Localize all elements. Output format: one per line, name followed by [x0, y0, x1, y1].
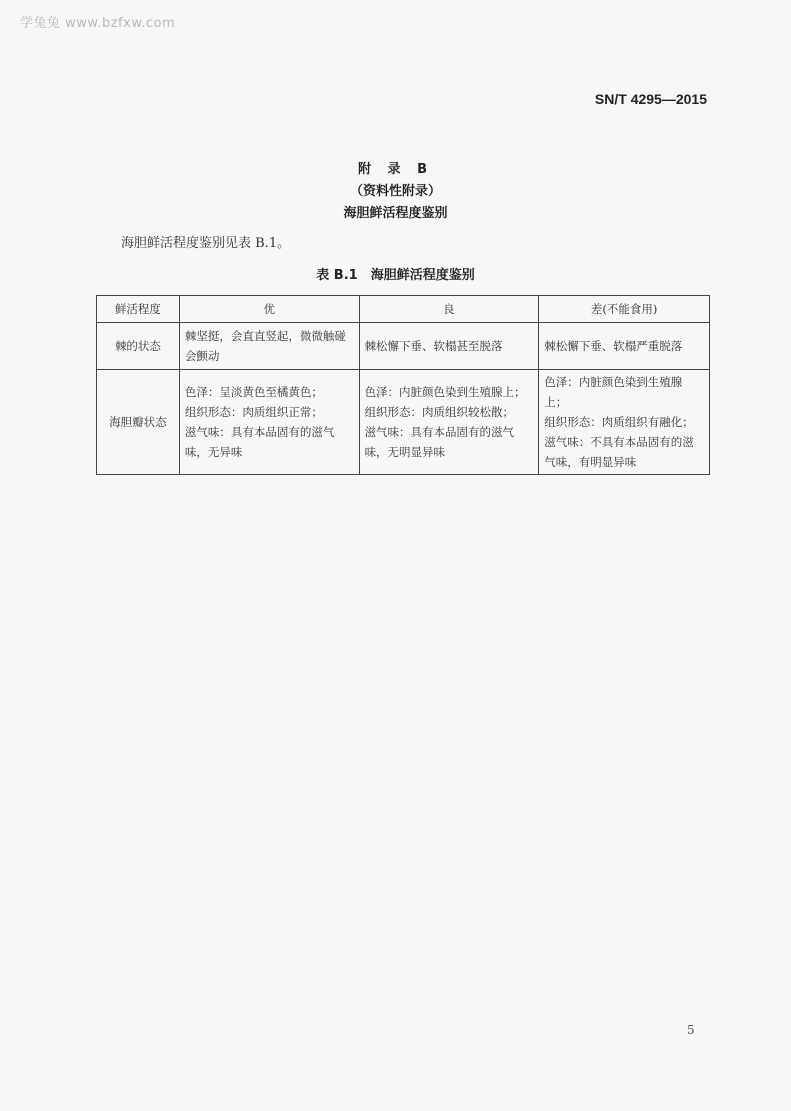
cell-line: 味，无异味 [184, 445, 243, 459]
appendix-title: 附 录 B [358, 162, 433, 177]
cell-line: 色泽：内脏颜色染到生殖腺上； [544, 375, 683, 409]
cell-line: 气味，有明显异味 [544, 455, 637, 469]
header-excellent: 优 [179, 296, 359, 323]
cell-line: 组织形态：肉质组织有融化； [544, 415, 694, 429]
watermark: 学兔兔 www.bzfxw.com [20, 16, 176, 31]
appendix-type: （资料性附录） [349, 184, 441, 199]
table-header-row [97, 296, 710, 323]
cell-line: 棘松懈下垂、软榻甚至脱落 [364, 339, 503, 353]
cell-line: 会颤动 [184, 349, 220, 363]
header-good: 良 [359, 296, 539, 323]
cell-spine-excellent [179, 323, 359, 370]
freshness-table [96, 295, 710, 475]
page-number: 5 [687, 1023, 695, 1037]
standard-code: SN/T 4295—2015 [594, 91, 707, 107]
row-label-gonad: 海胆瓣状态 [97, 370, 180, 475]
cell-gonad-poor [539, 370, 710, 475]
cell-gonad-good [359, 370, 539, 475]
cell-line: 组织形态：肉质组织正常； [184, 405, 323, 419]
cell-spine-poor [539, 323, 710, 370]
intro-paragraph: 海胆鲜活程度鉴别见表 B.1。 [121, 236, 291, 251]
cell-line: 色泽：呈淡黄色至橘黄色； [184, 385, 323, 399]
cell-spine-good [359, 323, 539, 370]
cell-line: 滋气味：具有本品固有的滋气 [364, 425, 515, 439]
header-freshness: 鲜活程度 [97, 296, 180, 323]
header-poor: 差(不能食用) [539, 296, 710, 323]
cell-line: 棘坚挺，会直直竖起，微微触碰 [184, 329, 346, 343]
cell-line: 滋气味：不具有本品固有的滋 [544, 435, 694, 449]
table-caption: 表 B.1 海胆鲜活程度鉴别 [316, 268, 475, 283]
table-row [97, 323, 710, 370]
cell-line: 组织形态：肉质组织较松散； [364, 405, 515, 419]
cell-line: 味，无明显异味 [364, 445, 446, 459]
appendix-name: 海胆鲜活程度鉴别 [343, 206, 448, 221]
cell-line: 棘松懈下垂、软榻严重脱落 [544, 339, 683, 353]
cell-gonad-excellent [179, 370, 359, 475]
cell-line: 色泽：内脏颜色染到生殖腺上； [364, 385, 526, 399]
cell-line: 滋气味：具有本品固有的滋气 [184, 425, 335, 439]
table-row [97, 370, 710, 475]
row-label-spine: 棘的状态 [97, 323, 180, 370]
